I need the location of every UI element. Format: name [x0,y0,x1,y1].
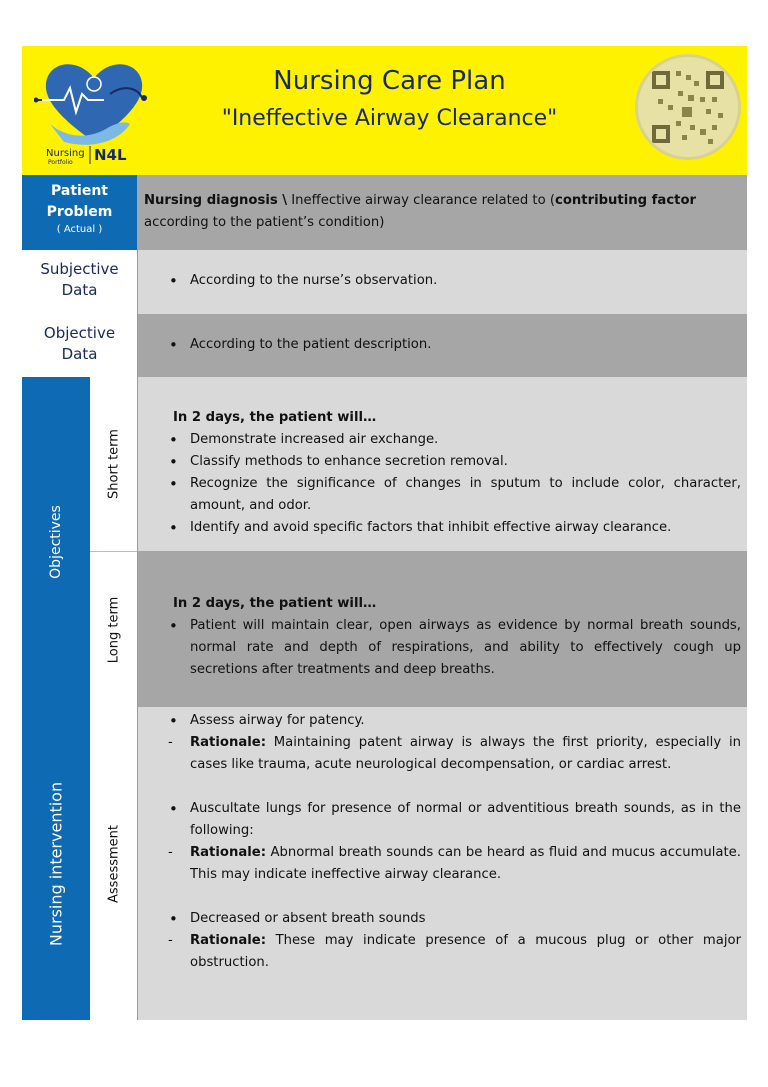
diagnosis-bold: contributing factor [555,193,697,208]
short-term-item: • Demonstrate increased air exchange. [138,429,741,451]
objective-line1: Objective [43,324,116,342]
rationale: - Rationale: Abnormal breath sounds can be heard as fluid and mucus accumulate. This may indicate ineffective airway clearance. [168,845,741,882]
short-term-label [90,377,137,551]
long-term-text: Long term [106,596,121,663]
short-term-lead: In 2 days, the patient will… [173,410,377,425]
subjective-cell [137,250,747,314]
patient-problem-sub: ( Actual ) [56,224,103,235]
objective-cell [137,314,747,377]
qr-code [635,54,741,160]
subjective-label [22,250,137,314]
logo-text-sub: Portfolio [48,159,73,166]
short-term-text: Short term [106,429,121,499]
short-term-cell [137,377,747,551]
rationale-label: Rationale: [190,735,266,750]
nursing-diagnosis-cell [137,175,747,250]
diagnosis-label: Nursing diagnosis \ [144,193,288,208]
diagnosis-text-b: according to the patient’s condition) [144,215,385,230]
assessment-cell [137,707,747,1020]
logo-brand: N4L [94,146,127,164]
short-term-item: • Recognize the significance of changes in sputum to include color, character, amount, and odor. [138,473,741,517]
long-term-lead: In 2 days, the patient will… [173,596,377,611]
nursing-logo [34,54,154,166]
objective-line2: Data [61,345,98,363]
assessment-text: Assessment [106,824,121,903]
long-term-cell [137,551,747,707]
assessment-item: • Decreased or absent breath sounds [138,908,741,930]
subjective-line1: Subjective [40,260,119,278]
rationale: - Rationale: Maintaining patent airway is always the first priority, especially in cases like trauma, acute neurological decompensation, or cardiac arrest. [168,735,741,772]
subjective-item: • According to the nurse’s observation. [138,270,747,292]
short-term-item: • Identify and avoid specific factors that inhibit effective airway clearance. [138,517,741,539]
rationale-text: Abnormal breath sounds can be heard as fluid and mucus accumulate. This may indicate ineffective airway clearance. [190,845,741,882]
assessment-item: • Auscultate lungs for presence of normal or adventitious breath sounds, as in the following: [138,798,741,842]
patient-problem-line1: Patient [51,183,108,199]
objective-label [22,314,137,377]
rationale-label: Rationale: [190,933,266,948]
nursing-intervention-label [22,707,90,1020]
long-term-item: • Patient will maintain clear, open airways as evidence by normal breath sounds, normal rate and depth of respirations, and ability to effectively cough up secretions after treatments and deep breaths. [138,615,741,681]
rationale-text: Maintaining patent airway is always the first priority, especially in cases like trauma, acute neurological decompensation, or cardiac arrest. [190,735,741,772]
logo-text-main: Nursing [46,148,85,159]
rationale: - Rationale: These may indicate presence of a mucous plug or other major obstruction. [168,933,741,970]
assessment-item: • Assess airway for patency. [138,710,741,732]
patient-problem-label [22,175,137,250]
rationale-label: Rationale: [190,845,266,860]
page-title: Nursing Care Plan [273,66,506,96]
objective-item: • According to the patient description. [138,334,747,356]
header-banner [22,46,747,175]
assessment-label [90,707,137,1020]
short-term-item: • Classify methods to enhance secretion removal. [138,451,741,473]
rationale-text: These may indicate presence of a mucous plug or other major obstruction. [190,933,741,970]
subjective-line2: Data [61,281,98,299]
nursing-intervention-text: Nursing intervention [46,781,66,946]
diagnosis-text-a: Ineffective airway clearance related to ( [287,193,556,208]
objectives-text: Objectives [48,505,64,579]
page-subtitle: "Ineffective Airway Clearance" [221,106,558,131]
objectives-label [22,377,90,707]
patient-problem-line2: Problem [46,204,113,220]
long-term-label [90,551,137,707]
